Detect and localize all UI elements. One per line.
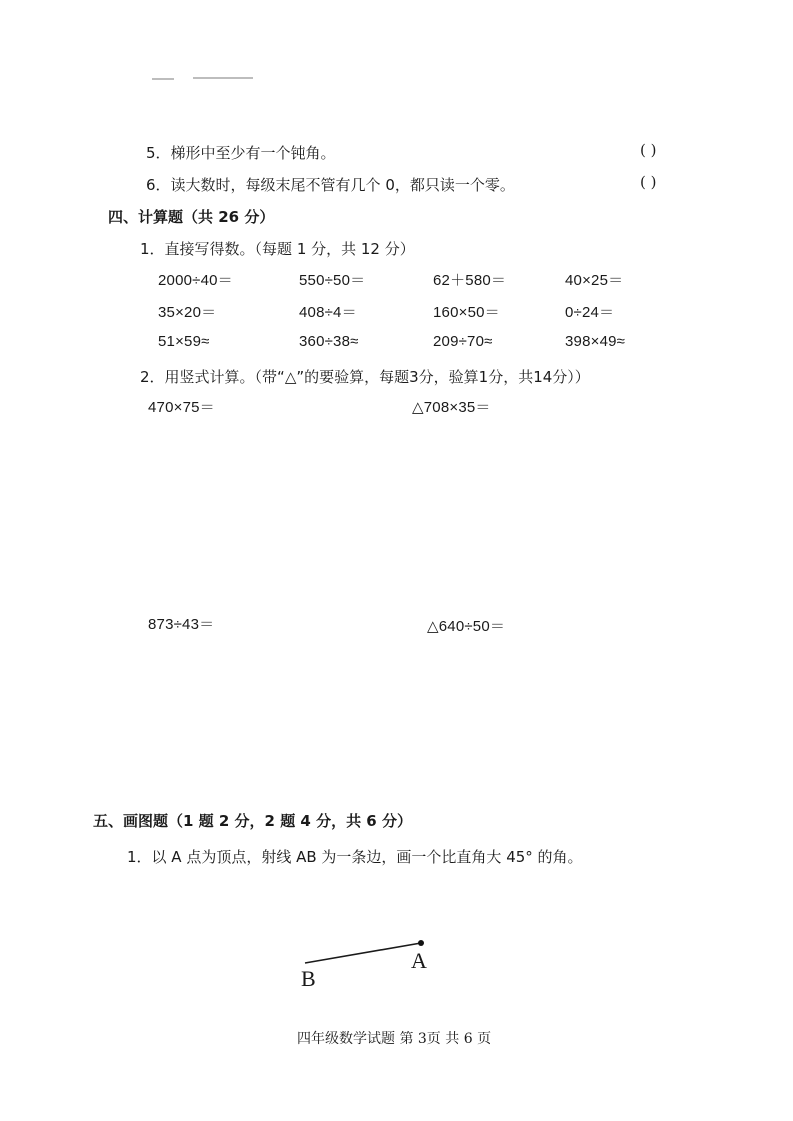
vertical-problem: 470×75＝ [148, 399, 215, 416]
judgement-text: 6．读大数时，每级末尾不管有几个 0，都只读一个零。 [146, 176, 515, 194]
calc-problem: 209÷70≈ [433, 333, 493, 350]
point-label-a: A [411, 948, 427, 973]
point-label-b: B [301, 966, 316, 991]
calc-problem: 160×50＝ [433, 304, 500, 321]
question-text-draw-angle: 1．以 A 点为顶点，射线 AB 为一条边，画一个比直角大 45° 的角。 [127, 848, 583, 866]
calc-problem: 51×59≈ [158, 333, 210, 350]
question-title-vertical-calculation: 2．用竖式计算。（带“△”的要验算，每题3分，验算1分，共14分）） [140, 368, 590, 386]
answer-parentheses[interactable]: ( ) [640, 141, 657, 159]
section-title-calculation: 四、计算题（共 26 分） [108, 208, 275, 226]
calc-problem: 398×49≈ [565, 333, 626, 350]
vertical-problem: △708×35＝ [412, 399, 491, 416]
calc-problem: 550÷50＝ [299, 272, 366, 289]
section-title-drawing: 五、画图题（1 题 2 分，2 题 4 分，共 6 分） [93, 812, 412, 830]
calc-problem: 40×25＝ [565, 272, 624, 289]
calc-problem: 0÷24＝ [565, 304, 615, 321]
calc-problem: 408÷4＝ [299, 304, 357, 321]
calc-problem: 360÷38≈ [299, 333, 359, 350]
page-footer: 四年级数学试题 第 3页 共 6 页 [297, 1031, 492, 1047]
point-a-dot [418, 940, 424, 946]
question-title-direct-answers: 1．直接写得数。（每题 1 分，共 12 分） [140, 240, 415, 258]
calc-problem: 2000÷40＝ [158, 272, 233, 289]
calc-problem: 35×20＝ [158, 304, 217, 321]
judgement-text: 5．梯形中至少有一个钝角。 [146, 144, 336, 162]
calc-problem: 62＋580＝ [433, 272, 507, 289]
vertical-problem: △640÷50＝ [427, 618, 506, 635]
answer-parentheses[interactable]: ( ) [640, 173, 657, 191]
vertical-problem: 873÷43＝ [148, 616, 215, 633]
ray-ab [305, 943, 421, 963]
